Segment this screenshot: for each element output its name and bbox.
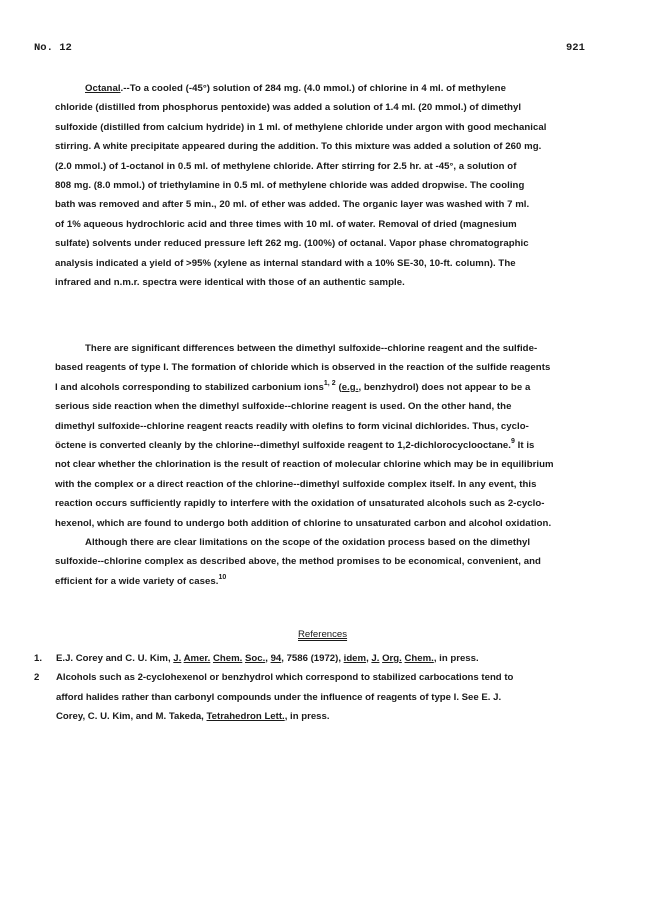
discussion-text: efficient for a wide variety of cases.: [55, 575, 219, 587]
discussion-line: reaction occurs sufficiently rapidly to interfere with the oxidation of unsaturated alcohols such as 2-cyclo-: [55, 498, 545, 510]
citation-superscript: 9: [510, 437, 515, 445]
discussion-line: based reagents of type I. The formation of chloride which is observed in the reaction of the sulfide reagents: [55, 362, 551, 374]
procedure-paragraph: [55, 79, 635, 292]
discussion-line: serious side reaction when the dimethyl sulfoxide--chlorine reagent is used. On the other hand, the: [55, 401, 512, 413]
reference-text: , 7586 (1972),: [281, 653, 344, 664]
discussion-line: with the complex or a direct reaction of the chlorine--dimethyl sulfoxide complex itself. In any event, this: [55, 478, 537, 490]
reference-text: , in press.: [433, 653, 479, 664]
reference-line: [56, 707, 634, 726]
journal-abbrev: J.: [173, 653, 182, 664]
reference-number: 2: [34, 672, 40, 684]
journal-issue-number: No. 12: [34, 42, 72, 54]
discussion-text: öctene is converted cleanly by the chlorine--dimethyl sulfoxide reagent to 1,2-dichlorocyclooctane.: [55, 439, 511, 451]
discussion-text: , benzhydrol) does not appear to be a: [358, 381, 531, 393]
procedure-text: .--To a cooled (-45°) solution of 284 mg. (4.0 mmol.) of chlorine in 4 ml. of methylene: [120, 83, 506, 94]
discussion-line: [55, 572, 635, 591]
reference-text: E.J. Corey and C. U. Kim,: [56, 653, 174, 664]
reference-line: afford halides rather than carbonyl compounds under the influence of reagents of type I. See E. J.: [56, 691, 502, 703]
italic-abbreviation: e.g.: [341, 381, 359, 393]
journal-abbrev: Tetrahedron Lett.: [206, 711, 285, 723]
reference-line: E.J. Corey and C. U. Kim, J. Amer. Chem. Soc., 94, 7586 (1972), idem, J. Org. Chem., in press.: [56, 653, 479, 664]
citation-superscript: 10: [218, 573, 227, 581]
journal-abbrev: Chem.: [404, 653, 434, 664]
journal-abbrev: Chem.: [212, 653, 243, 664]
procedure-line: of 1% aqueous hydrochloric acid and three times with 10 ml. of water. Removal of dried (magnesium: [55, 218, 517, 230]
reference-item: [34, 668, 634, 726]
procedure-line: infrared and n.m.r. spectra were identical with those of an authentic sample.: [55, 276, 405, 288]
reference-text: , in press.: [284, 711, 330, 723]
discussion-line: [55, 378, 635, 397]
discussion-line: dimethyl sulfoxide--chlorine reagent reacts readily with olefins to form vicinal dichlorides. Thus, cyclo-: [55, 420, 529, 432]
journal-abbrev: J.: [371, 653, 380, 664]
discussion-line: [55, 436, 635, 455]
journal-abbrev: Amer.: [183, 653, 211, 664]
references-list: [34, 649, 634, 727]
discussion-line: sulfoxide--chlorine complex as described above, the method promises to be economical, convenient, and: [55, 556, 541, 568]
references-heading: References: [298, 629, 348, 640]
procedure-line: sulfoxide (distilled from calcium hydride) in 1 ml. of methylene chloride under argon with good mechanical: [55, 121, 547, 133]
procedure-line: sulfate) solvents under reduced pressure left 262 mg. (100%) of octanal. Vapor phase chromatographic: [55, 238, 529, 250]
reference-line: Alcohols such as 2-cyclohexenol or benzhydrol which correspond to stabilized carbocations tend to: [56, 672, 514, 684]
procedure-line: 808 mg. (8.0 mmol.) of triethylamine in 0.5 ml. of methylene chloride was added dropwise. The cooling: [55, 179, 525, 191]
page-number: 921: [566, 42, 585, 54]
reference-text: Corey, C. U. Kim, and M. Takeda,: [56, 711, 207, 723]
discussion-text: I and alcohols corresponding to stabilized carbonium ions: [55, 381, 324, 393]
discussion-line: hexenol, which are found to undergo both addition of chlorine to unsaturated carbon and alcohol oxidation.: [55, 517, 552, 529]
reference-item: [34, 649, 634, 668]
journal-abbrev: Org.: [382, 653, 402, 664]
discussion-line: not clear whether the chlorination is the result of reaction of molecular chlorine which may be in equilibrium: [55, 459, 554, 471]
procedure-line: (2.0 mmol.) of 1-octanol in 0.5 ml. of methylene chloride. After stirring for 2.5 hr. at -45°, a solution of: [55, 160, 517, 172]
procedure-line: [55, 79, 635, 98]
discussion-text: It is: [514, 439, 535, 451]
discussion-section: [55, 339, 635, 591]
discussion-line: There are significant differences between the dimethyl sulfoxide--chlorine reagent and the sulfide-: [85, 343, 538, 354]
procedure-line: bath was removed and after 5 min., 20 ml. of ether was added. The organic layer was washed with 7 ml.: [55, 199, 530, 211]
idem-abbrev: idem: [343, 653, 367, 664]
citation-superscript: 1, 2: [323, 379, 336, 387]
procedure-line: chloride (distilled from phosphorus pentoxide) was added a solution of 1.4 ml. (20 mmol.) of dimethyl: [55, 102, 522, 114]
journal-abbrev: Soc.: [244, 653, 266, 664]
reference-text: ,: [366, 653, 372, 664]
discussion-line: Although there are clear limitations on the scope of the oxidation process based on the dimethyl: [85, 536, 531, 548]
reference-number: 1.: [34, 653, 43, 664]
discussion-text: (: [335, 381, 342, 393]
procedure-line: stirring. A white precipitate appeared during the addition. To this mixture was added a solution of 260 mg.: [55, 141, 542, 153]
procedure-title: Octanal: [85, 83, 121, 94]
procedure-line: analysis indicated a yield of >95% (xylene as internal standard with a 10% SE-30, 10-ft. column). The: [55, 257, 516, 269]
volume-number: 94: [270, 653, 282, 664]
